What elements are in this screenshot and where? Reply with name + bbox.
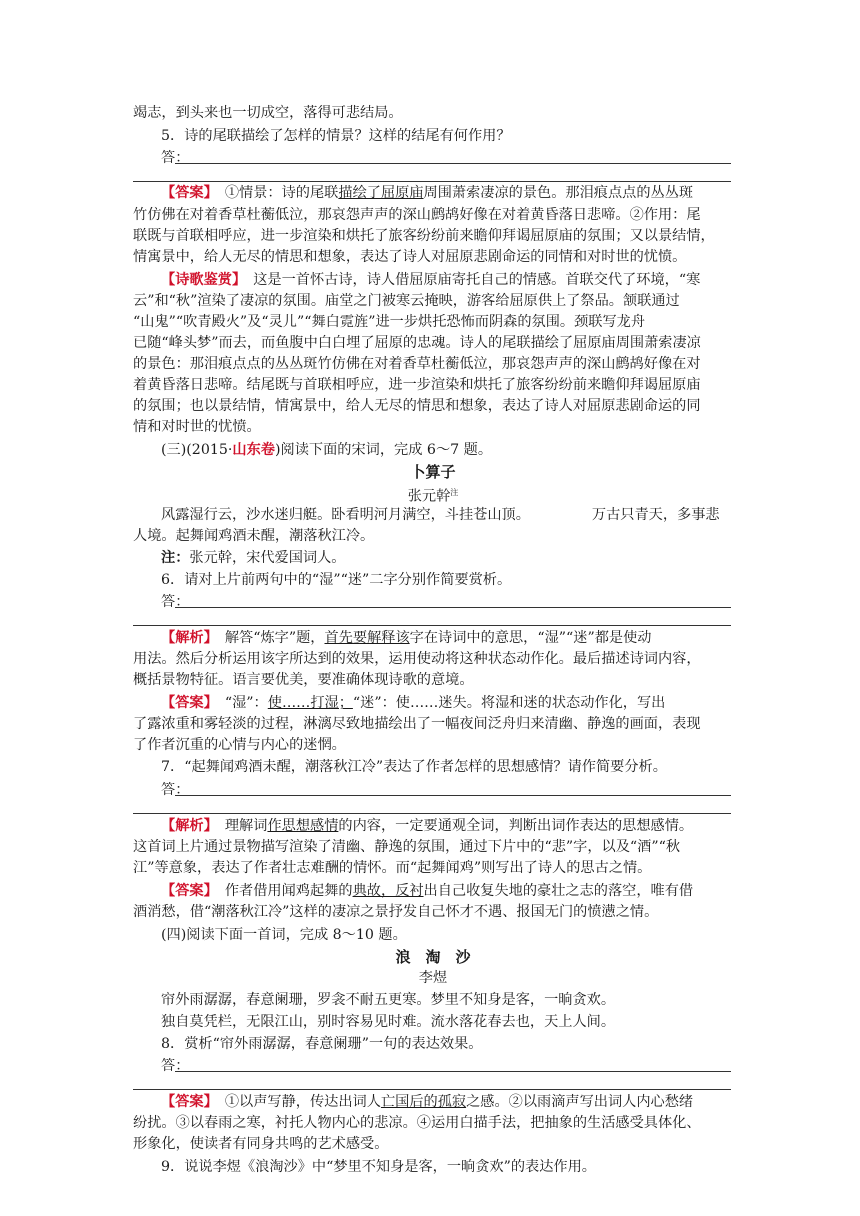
analysis-tag: 【解析】 [161,630,211,646]
text-line: 江”等意象，表达了作者壮志难酬的情怀。而“起舞闻鸡”则写出了诗人的思古之情。 [133,860,652,876]
text-line: 竹仿佛在对着香草杜蘅低泣，那哀怨声声的深山鹧鸪好像在对着黄昏落日悲啼。②作用：尾 [133,207,701,223]
poetry-appreciation-line: 【诗歌鉴赏】 这是一首怀古诗，诗人借屈原庙寄托自己的情感。首联交代了环境，“寒 [161,272,701,288]
question-9: 9．说说李煜《浪淘沙》中“梦里不知身是客，一晌贪欢”的表达作用。 [161,1159,596,1175]
poem-1-title: 卜算子 [410,463,456,481]
text-line: “山鬼”“吹青殿火”及“灵儿”“舞白霓旌”进一步烘托恐怖而阴森的氛围。颈联写龙舟 [133,314,646,330]
text-line: 了露浓重和雾轻淡的过程，淋漓尽致地描绘出了一幅夜间泛舟归来清幽、静逸的画面，表现 [133,716,701,732]
answer-prompt: 答： [161,782,190,798]
text-line: 的氛围；也以景结情，情寓景中，给人无尽的情思和想象，表达了诗人对屈原悲剧命运的同 [133,398,701,414]
poem-2-line-2: 独自莫凭栏，无限江山，别时容易见时难。流水落花春去也，天上人间。 [161,1014,616,1030]
answer-line [175,1071,731,1072]
answer-tag: 【答案】 [161,1094,211,1110]
text-line: 了作者沉重的心情与内心的迷惘。 [133,737,346,753]
analysis-6-line: 【解析】 解答“炼字”题，首先要解释该字在诗词中的意思，“湿”“迷”都是使动 [161,630,652,646]
text-line: 情寓景中，给人无尽的情思和想象，表达了诗人对屈原悲剧命运的同情和对时世的忧愤。 [133,249,687,265]
answer-line [175,607,731,608]
poem-2-author: 李煜 [418,970,448,986]
appreciation-tag: 【诗歌鉴赏】 [161,272,240,288]
text-line: 已随“峰头梦”而去，而鱼腹中白白埋了屈原的忠魂。诗人的尾联描绘了屈原庙周围萧索凄凉 [133,335,701,351]
answer-prompt: 答： [161,150,190,166]
answer-tag: 【答案】 [161,695,211,711]
text-line: 酒消愁，借“潮落秋江冷”这样的凄凉之景抒发自己怀才不遇、报国无门的愤懑之情。 [133,904,659,920]
text-line: 形象化，使读者有同身共鸣的艺术感受。 [133,1136,389,1152]
analysis-7-line: 【解析】 理解词作思想感情的内容，一定要通观全词，判断出词作表达的思想感情。 [161,818,694,834]
poem-2-title: 浪 淘 沙 [395,948,471,966]
answer-line [133,1089,731,1090]
answer-line [133,813,731,814]
answer-8-line: 【答案】 ①以声写静，传达出词人亡国后的孤寂之感。②以雨滴声写出词人内心愁绪 [161,1094,694,1110]
text-line: 竭志，到头来也一切成空，落得可悲结局。 [133,105,403,121]
answer-line [175,163,731,164]
section-4-heading: (四)阅读下面一首词，完成 8～10 题。 [161,927,407,943]
section-3-heading: (三)(2015·山东卷)阅读下面的宋词，完成 6～7 题。 [161,442,493,458]
answer-prompt: 答： [161,1058,190,1074]
text-line: 的景色：那泪痕点点的丛丛斑竹仿佛在对着香草杜蘅低泣，那哀怨声声的深山鹧鸪好像在对 [133,356,701,372]
answer-prompt: 答： [161,594,190,610]
answer-5-line: 【答案】 ①情景：诗的尾联描绘了屈原庙周围萧索凄凉的景色。那泪痕点点的丛丛斑 [161,185,694,201]
text-line: 纷扰。③以春雨之寒，衬托人物内心的悲凉。④运用白描手法，把抽象的生活感受具体化、 [133,1115,701,1131]
text-line: 这首词上片通过景物描写渲染了清幽、静逸的氛围，通过下片中的“悲”字，以及“酒”“秋 [133,839,681,855]
text-line: 云”和“秋”渲染了凄凉的氛围。庙堂之门被寒云掩映，游客给屈原供上了祭品。颔联通过 [133,293,680,309]
answer-tag: 【答案】 [161,883,211,899]
answer-line [175,795,731,796]
answer-6-line: 【答案】 “湿”：使……打湿；“迷”：使……迷失。将湿和迷的状态动作化，写出 [161,695,666,711]
answer-line [133,625,731,626]
text-line: 用法。然后分析运用该字所达到的效果，运用使动将这种状态动作化。最后描述诗词内容， [133,651,701,667]
poem-1-note: 注：张元幹，宋代爱国词人。 [161,550,346,566]
text-line: 情和对时世的忧愤。 [133,419,261,435]
text-line: 着黄昏落日悲啼。结尾既与首联相呼应，进一步渲染和烘托了旅客纷纷前来瞻仰拜谒屈原庙 [133,377,701,393]
question-6: 6．请对上片前两句中的“湿”“迷”二字分别作简要赏析。 [161,572,512,588]
answer-7-line: 【答案】 作者借用闻鸡起舞的典故，反衬出自己收复失地的豪壮之志的落空，唯有借 [161,883,694,899]
question-5: 5．诗的尾联描绘了怎样的情景？这样的结尾有何作用？ [161,128,511,144]
text-line: 概括景物特征。语言要优美，要准确体现诗歌的意境。 [133,672,474,688]
analysis-tag: 【解析】 [161,818,211,834]
poem-2-line-1: 帘外雨潺潺，春意阑珊，罗衾不耐五更寒。梦里不知身是客，一晌贪欢。 [161,992,616,1008]
question-7: 7．“起舞闻鸡酒未醒，潮落秋江冷”表达了作者怎样的思想感情？请作简要分析。 [161,759,667,775]
poem-1-line-2: 人境。起舞闻鸡酒未醒，潮落秋江冷。 [133,528,375,544]
poem-1-line-1: 风露湿行云，沙水迷归艇。卧看明河月满空，斗挂苍山顶。 万古只青天，多事悲 [161,507,720,523]
question-8: 8．赏析“帘外雨潺潺，春意阑珊”一句的表达效果。 [161,1036,483,1052]
text-line: 联既与首联相呼应，进一步渲染和烘托了旅客纷纷前来瞻仰拜谒屈原庙的氛围；又以景结情， [133,228,715,244]
answer-line [133,181,731,182]
answer-tag: 【答案】 [161,185,211,201]
poem-1-author: 张元幹$^注$ [407,488,459,505]
